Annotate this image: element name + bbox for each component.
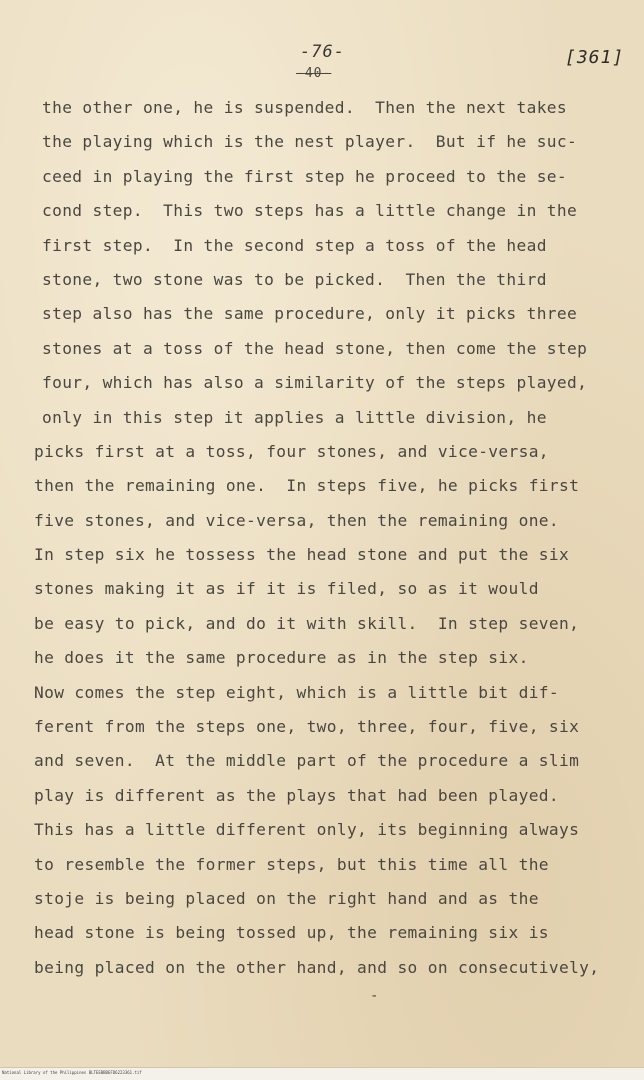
text-line: stoje is being placed on the right hand and as the xyxy=(34,888,539,908)
text-line: ceed in playing the first step he proceed to the se- xyxy=(42,166,567,186)
scan-credit: National Library of the Philippines BLTEEBBBEFD6223361.tif xyxy=(2,1070,142,1075)
text-line: stones making it as if it is filed, so as it would xyxy=(34,579,539,599)
text-line: stone, two stone was to be picked. Then the third xyxy=(42,269,547,289)
text-line: the other one, he is suspended. Then the next takes xyxy=(42,98,567,117)
text-line: play is different as the plays that had been played. xyxy=(34,785,559,805)
text-line: and seven. At the middle part of the procedure a slim xyxy=(34,751,580,771)
text-line: first step. In the second step a toss of the head xyxy=(42,235,547,255)
text-line: to resemble the former steps, but this time all the xyxy=(34,854,549,874)
scan-credit-bar xyxy=(0,1067,644,1080)
page-number: -76- xyxy=(300,42,345,62)
text-line: five stones, and vice-versa, then the remaining one. xyxy=(34,510,559,530)
text-line: then the remaining one. In steps five, he picks first xyxy=(34,476,580,496)
text-line: cond step. This two steps has a little change in the xyxy=(42,201,578,221)
crossed-out-page-number: -40- xyxy=(296,66,332,81)
text-line: only in this step it applies a little division, he xyxy=(42,407,547,427)
text-line: being placed on the other hand, and so on consecutively, xyxy=(34,957,600,977)
text-line: This has a little different only, its beginning always xyxy=(34,820,580,840)
text-line: stones at a toss of the head stone, then come the step xyxy=(42,338,588,358)
text-line: Now comes the step eight, which is a little bit dif- xyxy=(34,682,559,702)
text-line: four, which has also a similarity of the steps played, xyxy=(42,373,588,393)
text-line: step also has the same procedure, only it picks three xyxy=(42,304,578,324)
archive-number: [361] xyxy=(565,47,625,68)
footer-mark: - xyxy=(370,988,379,1004)
text-line: he does it the same procedure as in the step six. xyxy=(34,648,529,668)
text-line: the playing which is the nest player. But if he suc- xyxy=(42,132,578,152)
text-line: In step six he tossess the head stone and put the six xyxy=(34,545,570,565)
text-line: head stone is being tossed up, the remaining six is xyxy=(34,923,549,943)
text-line: ferent from the steps one, two, three, four, five, six xyxy=(34,717,580,737)
typed-text-body xyxy=(34,96,602,990)
text-line: picks first at a toss, four stones, and vice-versa, xyxy=(34,441,549,461)
text-line: be easy to pick, and do it with skill. In step seven, xyxy=(34,613,580,633)
